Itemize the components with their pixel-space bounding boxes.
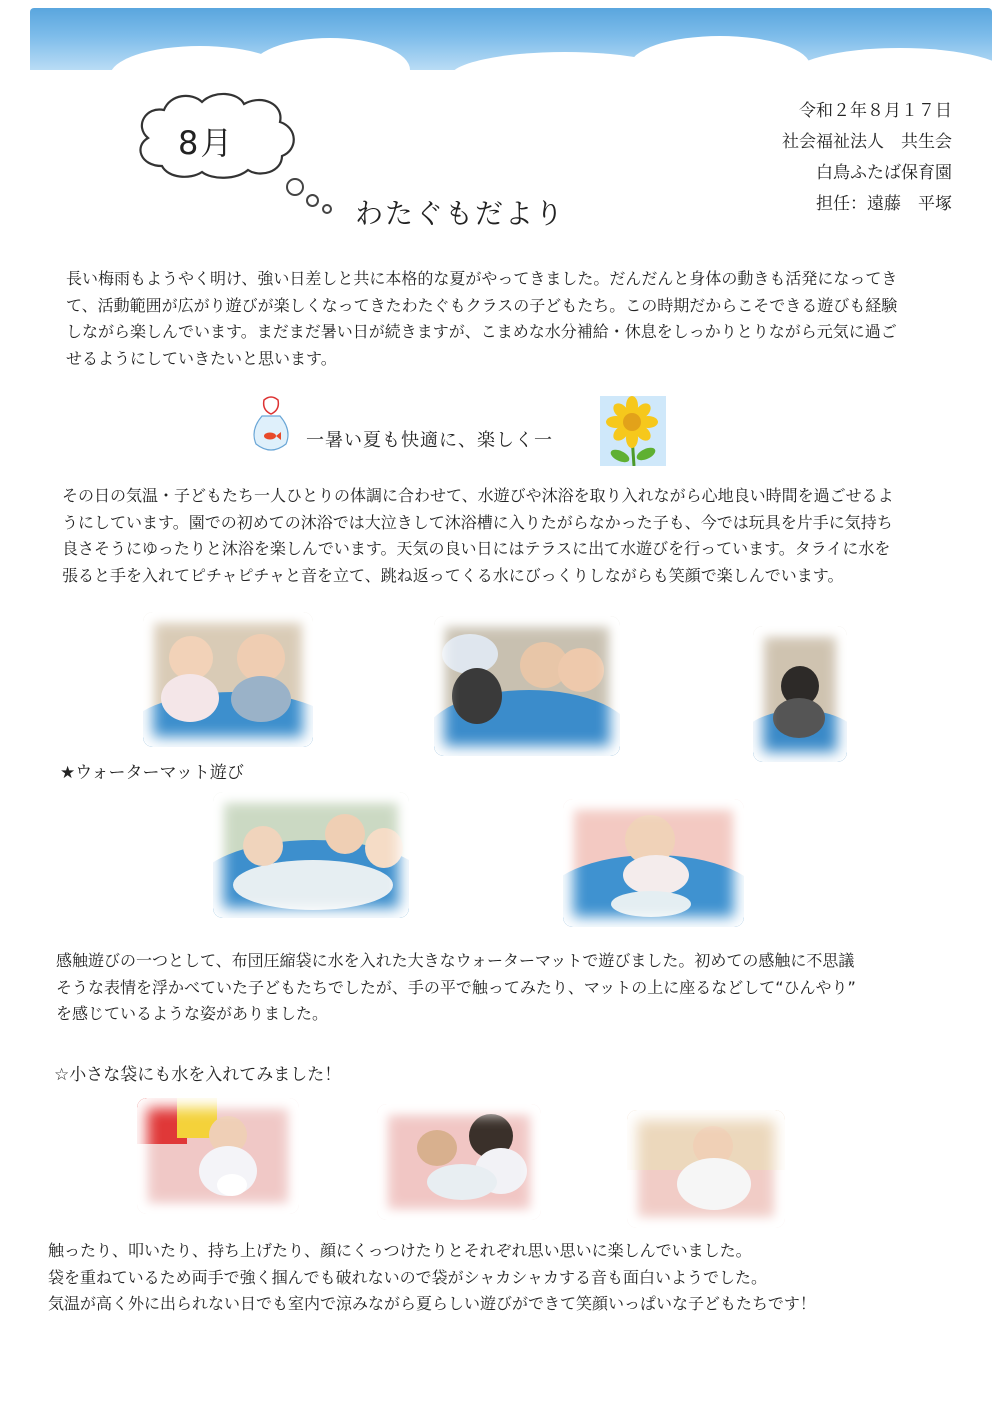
text-line: 良さそうにゆったりと沐浴を楽しんでいます。天気の良い日にはテラスに出て水遊びを行っています。タライに水を: [62, 539, 891, 558]
small-bubble-icon: [322, 204, 332, 214]
section2-paragraph: [56, 948, 946, 1028]
text-line: 張ると手を入れてピチャピチャと音を立て、跳ね返ってくる水にびっくりしながらも笑顔で楽しんでいます。: [62, 565, 844, 585]
organization-name: 社会福祉法人 共生会: [782, 132, 952, 152]
text-line: 長い梅雨もようやく明け、強い日差しと共に本格的な夏がやってきました。だんだんと身体の動きも活発になってき: [66, 269, 898, 288]
photo-small-bag-3: [627, 1110, 785, 1228]
section3-paragraph: [48, 1238, 948, 1318]
text-line: を感じているような姿がありました。: [56, 1004, 329, 1023]
photo-water-play-2: [434, 616, 620, 756]
header-info: [782, 96, 952, 220]
school-name: 白鳥ふたば保育園: [816, 163, 952, 183]
text-line: 触ったり、叩いたり、持ち上げたり、顔にくっつけたりとそれぞれ思い思いに楽しんでいました。: [48, 1241, 752, 1260]
photo-water-play-1: [143, 612, 313, 747]
photo-water-mat-1: [213, 792, 409, 918]
cloud-shape: [790, 48, 992, 70]
text-line: そうな表情を浮かべていた子どもたちでしたが、手の平で触ってみたり、マットの上に座るなどして“ひんやり”: [56, 977, 856, 997]
sky-banner: [30, 8, 992, 70]
cloud-shape: [630, 36, 810, 70]
cloud-shape: [250, 38, 410, 70]
newsletter-title: わたぐもだより: [355, 197, 566, 230]
text-line: うにしています。園での初めての沐浴では大泣きして沐浴槽に入りたがらなかった子も、今では玩具を片手に気持ち: [62, 512, 893, 532]
text-line: せるようにしていきたいと思います。: [66, 348, 337, 368]
section3-title: ☆小さな袋にも水を入れてみました！: [54, 1065, 342, 1085]
photo-small-bag-1: [137, 1098, 299, 1214]
text-line: 袋を重ねているため両手で強く掴んでも破れないので袋がシャカシャカする音も面白いようでした。: [48, 1267, 767, 1287]
intro-paragraph: [66, 266, 956, 372]
text-line: しながら楽しんでいます。まだまだ暑い日が続きますが、こまめな水分補給・休息をしっかりとりながら元気に過ご: [66, 322, 897, 341]
sunflower-icon: [600, 396, 666, 466]
small-bubble-icon: [286, 178, 304, 196]
small-bubble-icon: [306, 194, 319, 207]
photo-water-mat-2: [563, 799, 744, 927]
teacher-names: 担任：遠藤 平塚: [816, 194, 952, 214]
photo-water-play-3: [753, 626, 847, 762]
text-line: 気温が高く外に出られない日でも室内で涼みながら夏らしい遊びができて笑顔いっぱいな子どもたちです！: [48, 1294, 816, 1313]
text-line: 感触遊びの一つとして、布団圧縮袋に水を入れた大きなウォーターマットで遊びました。初めての感触に不思議: [56, 951, 855, 970]
text-line: その日の気温・子どもたち一人ひとりの体調に合わせて、水遊びや沐浴を取り入れながら心地良い時間を過ごせるよ: [62, 486, 894, 505]
section2-title: ★ウォーターマット遊び: [60, 763, 244, 783]
photo-small-bag-2: [377, 1104, 541, 1220]
section1-title: 一暑い夏も快適に、楽しく一: [306, 430, 553, 451]
issue-date: 令和２年８月１７日: [799, 101, 952, 121]
month-title: 8月: [178, 124, 235, 162]
goldfish-bag-icon: [248, 396, 294, 458]
section1-paragraph: [62, 483, 952, 589]
text-line: て、活動範囲が広がり遊びが楽しくなってきたわたぐもクラスの子どもたち。この時期だからこそできる遊びも経験: [66, 295, 898, 315]
